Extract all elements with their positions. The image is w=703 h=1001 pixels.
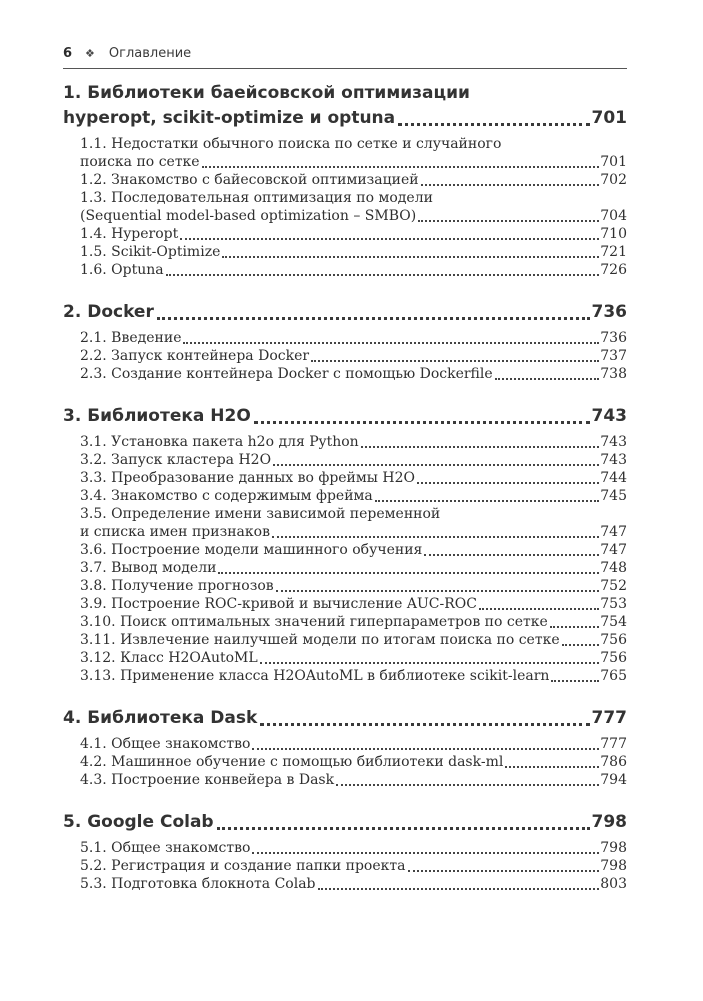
toc-entry [80, 595, 627, 613]
toc-row-continued [80, 135, 627, 153]
toc-entry [80, 135, 627, 171]
toc-entry-title: 3.7. Вывод модели [80, 560, 217, 576]
page-number: 6 [63, 46, 73, 61]
toc-entry-page: 747 [600, 542, 627, 558]
dot-leader [398, 123, 589, 126]
dot-leader [222, 256, 599, 258]
toc-row-continued [80, 171, 627, 189]
toc-entry-page: 701 [600, 154, 627, 170]
toc-section-heading [63, 404, 627, 429]
toc-entry-title: 3.3. Преобразование данных во фреймы H2O [80, 470, 415, 486]
toc-entry [80, 771, 627, 789]
toc-entry [80, 347, 627, 365]
toc-entry-title: 3.1. Установка пакета h2o для Python [80, 434, 359, 450]
toc-row-continued [80, 261, 627, 279]
toc-entry-page: 794 [600, 772, 627, 788]
toc-entry-title: 3.4. Знакомство с содержимым фрейма [80, 488, 373, 504]
toc-row-continued [80, 875, 627, 893]
dot-leader [311, 360, 599, 362]
toc-row [63, 404, 627, 429]
toc-row-continued [80, 735, 627, 753]
toc-entry-page: 737 [600, 348, 627, 364]
dot-leader [361, 446, 600, 448]
toc-row-continued [80, 189, 627, 207]
toc-row-continued [80, 487, 627, 505]
toc-entry [80, 243, 627, 261]
toc-entry-page: 736 [600, 330, 627, 346]
toc-row [63, 81, 627, 106]
toc-entry-page: 704 [600, 208, 627, 224]
toc-entry [80, 505, 627, 541]
dot-leader [217, 827, 590, 830]
toc-section [63, 810, 627, 893]
toc-entry-page: 743 [600, 434, 627, 450]
toc-row-continued [80, 153, 627, 171]
toc-entry-page: 721 [600, 244, 627, 260]
toc-entry-title: 1.6. Optuna [80, 262, 164, 278]
dot-leader [183, 342, 599, 344]
dot-leader [336, 784, 599, 786]
toc-row-continued [80, 207, 627, 225]
dot-leader [202, 166, 600, 168]
toc-entry-title: 3.10. Поиск оптимальных значений гиперпараметров по сетке [80, 614, 548, 630]
toc-row-continued [80, 613, 627, 631]
toc-row-continued [80, 541, 627, 559]
dot-leader [157, 317, 590, 320]
toc-entry [80, 329, 627, 347]
toc-entry [80, 433, 627, 451]
toc-section-heading [63, 706, 627, 731]
toc-entry-title: 3.13. Применение класса H2OAutoML в библиотеке scikit-learn [80, 668, 550, 684]
toc-entry-page: 745 [600, 488, 627, 504]
toc-section-heading [63, 810, 627, 835]
toc-entry-page: 752 [600, 578, 627, 594]
toc-entry-title: 3.9. Построение ROC-кривой и вычисление AUC-ROC [80, 596, 477, 612]
toc-entry-page: 765 [600, 668, 627, 684]
dot-leader [418, 220, 599, 222]
toc-entry-title: 1.1. Недостатки обычного поиска по сетке и случайного [80, 136, 502, 152]
toc-entry-page: 803 [600, 876, 627, 892]
toc-row-continued [80, 631, 627, 649]
toc-row-continued [80, 365, 627, 383]
toc-entry-title: 2.3. Создание контейнера Docker с помощью Dockerfile [80, 366, 493, 382]
dot-leader [495, 378, 600, 380]
toc-row-continued [80, 577, 627, 595]
header-rule [63, 68, 627, 69]
toc-entry [80, 857, 627, 875]
toc-row-continued [80, 595, 627, 613]
toc-entry [80, 225, 627, 243]
toc-entry-title: 1.5. Scikit-Optimize [80, 244, 221, 260]
toc-section-heading [63, 300, 627, 325]
toc-row-continued [80, 347, 627, 365]
toc-entry-page: 738 [600, 366, 627, 382]
toc-row-continued [80, 433, 627, 451]
toc-row [63, 810, 627, 835]
dot-leader [260, 662, 600, 664]
dot-leader [505, 766, 599, 768]
toc-row-continued [80, 469, 627, 487]
toc-row-continued [80, 857, 627, 875]
toc-entry-title: 3.5. Определение имени зависимой переменной [80, 506, 441, 522]
running-head-title: Оглавление [108, 46, 192, 61]
toc-section [63, 81, 627, 279]
dot-leader [408, 870, 600, 872]
toc-entry-page: 798 [600, 858, 627, 874]
toc-entry [80, 469, 627, 487]
toc-entry-title: 3.8. Получение прогнозов [80, 578, 274, 594]
toc-entry-title: 2.2. Запуск контейнера Docker [80, 348, 310, 364]
dot-leader [254, 421, 590, 424]
dot-leader [252, 748, 599, 750]
dot-leader [273, 464, 599, 466]
toc-entry [80, 613, 627, 631]
toc-entry [80, 577, 627, 595]
toc-entry-page: 754 [600, 614, 627, 630]
toc-row-continued [80, 753, 627, 771]
toc-section [63, 300, 627, 383]
toc-entry-title: 2.1. Введение [80, 330, 182, 346]
toc-entry [80, 735, 627, 753]
toc-row-continued [80, 451, 627, 469]
dot-leader [260, 723, 589, 726]
toc-entry-title: 3. Библиотека H2O [63, 406, 251, 426]
toc-entry-page: 777 [600, 736, 627, 752]
dot-leader [424, 554, 599, 556]
toc-entry-title: 3.6. Построение модели машинного обучения [80, 542, 423, 558]
toc-row-continued [80, 523, 627, 541]
toc-row [63, 106, 627, 131]
dot-leader [375, 500, 600, 502]
toc-entry [80, 189, 627, 225]
toc-entry [80, 451, 627, 469]
toc-entry-page: 702 [600, 172, 627, 188]
toc-entry-title: 4.2. Машинное обучение с помощью библиотеки dask-ml [80, 754, 504, 770]
toc-entry [80, 261, 627, 279]
toc-entry [80, 667, 627, 685]
toc-entry-title: 1. Библиотеки баейсовской оптимизации [63, 83, 470, 103]
toc-entry-title: 5.3. Подготовка блокнота Colab [80, 876, 316, 892]
toc-entry-title: (Sequential model-based optimization – SMBO) [80, 208, 417, 224]
toc-row-continued [80, 559, 627, 577]
toc-entry-page: 756 [600, 650, 627, 666]
toc-entry [80, 631, 627, 649]
toc-entry-page: 743 [600, 452, 627, 468]
toc-entry [80, 171, 627, 189]
toc-entry [80, 839, 627, 857]
toc-row-continued [80, 667, 627, 685]
toc-entry-page: 798 [600, 840, 627, 856]
dot-leader [479, 608, 599, 610]
toc-entry-page: 726 [600, 262, 627, 278]
dot-leader [562, 644, 600, 646]
toc-entry-title: 2. Docker [63, 302, 154, 322]
toc-row-continued [80, 771, 627, 789]
dot-leader [272, 536, 599, 538]
toc-entry [80, 487, 627, 505]
toc-row-continued [80, 839, 627, 857]
toc-entry-title: 5.1. Общее знакомство [80, 840, 251, 856]
toc-entry-title: 1.4. Hyperopt [80, 226, 179, 242]
dot-leader [318, 888, 600, 890]
toc-entry-page: 744 [600, 470, 627, 486]
toc-entry-title: 4.3. Построение конвейера в Dask [80, 772, 335, 788]
toc-row-continued [80, 329, 627, 347]
toc-row-continued [80, 225, 627, 243]
toc-entry-title: поиска по сетке [80, 154, 200, 170]
toc-entry-title: 4. Библиотека Dask [63, 708, 258, 728]
toc-entry-page: 798 [591, 812, 627, 832]
toc-section [63, 404, 627, 685]
toc-entry-title: 5. Google Colab [63, 812, 214, 832]
toc-entry-title: 3.12. Класс H2OAutoML [80, 650, 258, 666]
toc-row [63, 706, 627, 731]
toc-entry-title: 3.11. Извлечение наилучшей модели по итогам поиска по сетке [80, 632, 560, 648]
toc-entry-title: 5.2. Регистрация и создание папки проекта [80, 858, 406, 874]
toc-row-continued [80, 505, 627, 523]
toc-entry [80, 875, 627, 893]
toc-entry-page: 786 [600, 754, 627, 770]
toc-entry-title: hyperopt, scikit-optimize и optuna [63, 108, 396, 128]
toc-entry-page: 747 [600, 524, 627, 540]
dot-leader [417, 482, 599, 484]
toc-entry [80, 559, 627, 577]
dot-leader [276, 590, 600, 592]
toc-entry-page: 753 [600, 596, 627, 612]
toc-entry-title: 3.2. Запуск кластера H2O [80, 452, 272, 468]
toc-entry-page: 710 [600, 226, 627, 242]
toc-entry-page: 756 [600, 632, 627, 648]
toc-entry [80, 365, 627, 383]
toc-list [63, 81, 627, 893]
toc-entry-page: 701 [591, 108, 627, 128]
dot-leader [218, 572, 599, 574]
dot-leader [551, 680, 599, 682]
dot-leader [550, 626, 599, 628]
toc-entry-title: 1.3. Последовательная оптимизация по модели [80, 190, 433, 206]
toc-entry [80, 649, 627, 667]
dot-leader [421, 184, 600, 186]
dot-leader [180, 238, 599, 240]
dot-leader [252, 852, 599, 854]
dot-leader [166, 274, 600, 276]
toc-row [63, 300, 627, 325]
toc-entry-title: и списка имен признаков [80, 524, 270, 540]
toc-row-continued [80, 649, 627, 667]
toc-entry-page: 777 [591, 708, 627, 728]
diamond-icon: ❖ [85, 47, 95, 60]
toc-entry-page: 743 [591, 406, 627, 426]
toc-section-heading [63, 81, 627, 131]
toc-entry-page: 748 [600, 560, 627, 576]
toc-entry-title: 4.1. Общее знакомство [80, 736, 251, 752]
toc-row-continued [80, 243, 627, 261]
toc-section [63, 706, 627, 789]
toc-entry [80, 541, 627, 559]
toc-entry-title: 1.2. Знакомство с байесовской оптимизацией [80, 172, 419, 188]
toc-entry [80, 753, 627, 771]
toc-entry-page: 736 [591, 302, 627, 322]
running-head [63, 46, 627, 68]
